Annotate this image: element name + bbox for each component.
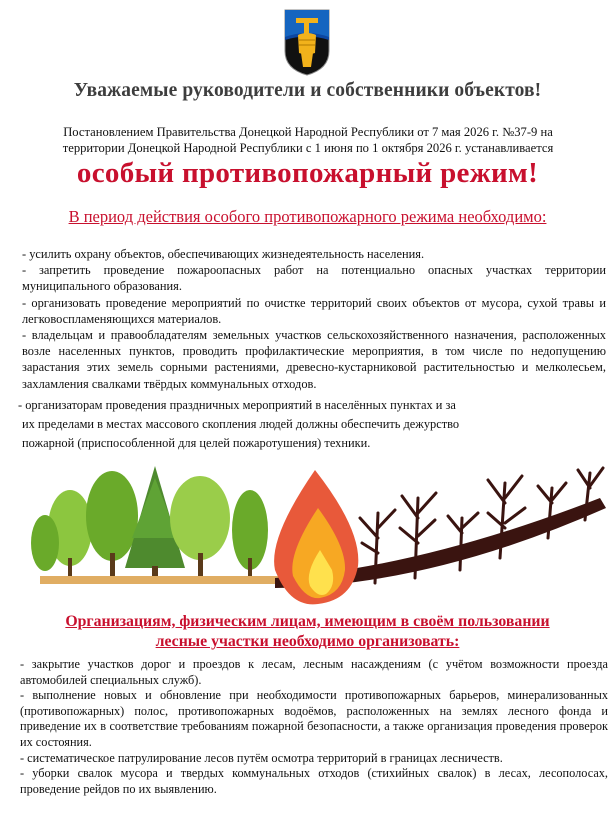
list-item: - усилить охрану объектов, обеспечивающих жизнедеятельность населения. [22,247,425,261]
measures-list [22,246,606,392]
heading-line: Организациям, физическим лицам, имеющим в своём пользовании [65,613,550,630]
list-item: - выполнение новых и обновление при необходимости противопожарных барьеров, минерализованных (противопожарных) полос, противопожарных водоёмов, расположенных на землях лесного фонда и приведение их в соответствие требованиям пожарной безопасности, а также организация проведения проверок их состояния. [20,688,608,749]
donetsk-coat-of-arms-icon [282,7,332,77]
decree-line: территории Донецкой Народной Республики с 1 июня по 1 октября 2026 г. устанавливается [62,141,554,155]
list-item: - уборки свалок мусора и твердых коммунальных отходов (стихийных свалок) в лесах, лесополосах, проведение рейдов по их выявлению. [20,766,608,796]
list-item: пожарной (приспособленной для целей пожаротушения) техники. [22,436,371,450]
necessary-heading: В период действия особого противопожарного режима необходимо: [68,207,547,226]
decree-line: Постановлением Правительства Донецкой Народной Республики от 7 мая 2026 г. №37-9 на [63,125,553,139]
list-item: - запретить проведение пожароопасных работ на потенциально опасных участках территории муниципального образования. [22,263,606,294]
list-item: - систематическое патрулирование лесов путём осмотра территорий в границах лесничеств. [20,750,503,765]
page-title: Уважаемые руководители и собственники объектов! [73,80,542,101]
forest-fire-illustration-icon [0,458,615,608]
list-item: - организовать проведение мероприятий по очистке территорий своих объектов от мусора, сухой травы и легковоспламеняющихся материалов. [22,295,606,326]
forest-measures-list [20,657,608,797]
list-item: - закрытие участков дорог и проездов к лесам, лесным насаждениям (с учётом возможности проезда автомобилей специальных служб). [20,657,608,687]
forest-users-heading [0,612,615,652]
fire-regime-heading: особый противопожарный режим! [76,157,539,189]
coat-of-arms-icon [282,7,332,77]
decree-text [18,124,598,156]
list-item: - владельцам и правообладателям земельных участков сельскохозяйственного назначения, расположенных возле населенных пунктов, проводить профилактические мероприятия, в том числе по недопущению зарастания этих земель сорными растениями, древесно-кустарниковой растительностью и мелколесьем, захламления свалками твёрдых коммунальных отходов. [22,328,606,391]
list-item: - организаторам проведения праздничных мероприятий в населённых пунктах и за [18,398,456,412]
heading-line: лесные участки необходимо организовать: [155,633,460,650]
list-item: их пределами в местах массового скопления людей должны обеспечить дежурство [22,417,460,431]
organizers-list [18,397,538,454]
